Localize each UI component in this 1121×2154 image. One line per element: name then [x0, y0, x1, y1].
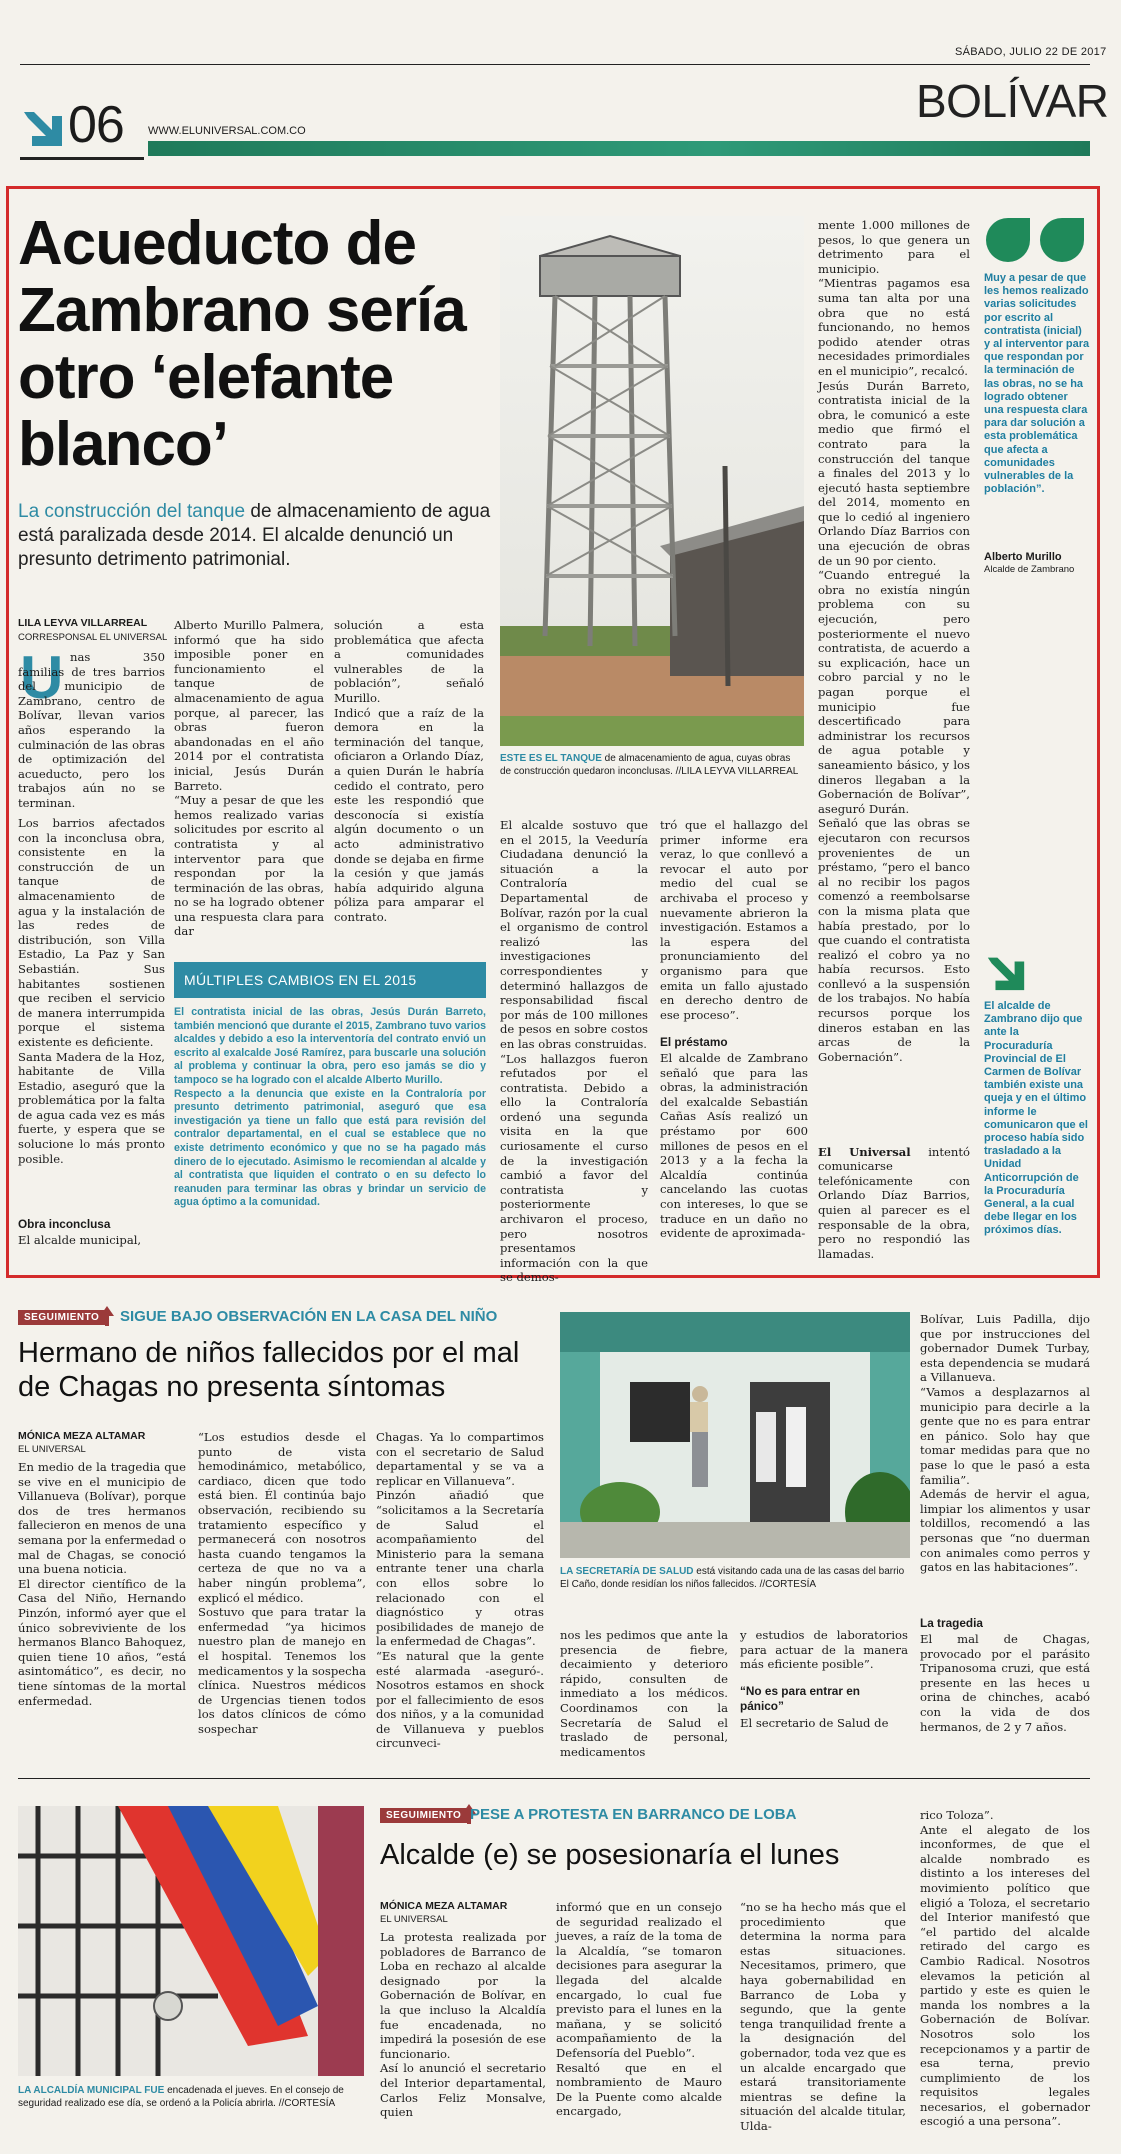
main-headline: Acueducto de Zambrano sería otro ‘elefante blanco’: [18, 209, 466, 479]
article3-byline-outlet: EL UNIVERSAL: [380, 1914, 448, 1925]
deck-rest: de almacenamiento de agua está paralizada desde 2014. El alcalde denunció un presunto detrimento patrimonial.: [18, 501, 491, 570]
main-col1-first: nas 350 familias de tres barrios del municipio de Zambrano, centro de Bolívar, llevan varios años esperando la culminación de las obras de optimización del acueducto, pero los trabajos aún no se terminan.: [18, 650, 165, 810]
article3-col4: rico Toloza”. Ante el alegato de los inconformes, de que el alcalde nombrado es distinto a los intereses del movimiento político que eligió a Toloza, el secretario del Interior manifestó que “el partido del alcalde retirado del cargo es Cambio Radical. Nosotros elevamos la petición al partido y este es quien le manda los nombres a la Gobernación de Bolívar. Nosotros solo los recepcionamos y a partir de esa terna, previo cumplimiento de los requisitos legales necesarios, el gobernador escogió a una persona”.: [920, 1808, 1090, 2129]
main-col5-bottom: El alcalde de Zambrano señaló que para las obras, la administración del exalcalde Sebastián Cañas Asís realizó un préstamo por 600 millones de pesos en el 2013 y a la fecha la Alcaldía continúa cancelando las cuotas con intereses, lo que se traduce en un daño no evidente de aproximada-: [660, 1051, 808, 1241]
article2-col1: En medio de la tragedia que se vive en el municipio de Villanueva (Bolívar), porque dos de tres hermanos fallecieron en menos de una semana por la enfermedad o mal de Chagas, se conoció una buena noticia. El director científico de la Casa del Niño, Hernando Pinzón, informó ayer que el único sobreviviente de los hermanos Blanco Bahoquez, quien tiene 10 años, “está asintomático”, es decir, no tiene síntomas de la mortal enfermedad.: [18, 1460, 187, 1708]
article2-col5-top: y estudios de laboratorios para actuar de la manera más eficiente posible”.: [740, 1628, 908, 1672]
header-top-rule: [20, 64, 1090, 65]
article3-byline: MÓNICA MEZA ALTAMAR: [380, 1900, 508, 1912]
box-header: [174, 962, 486, 998]
section-title: BOLÍVAR: [916, 75, 1109, 127]
box-text: El contratista inicial de las obras, Jesús Durán Barreto, también mencionó que durante el 2015, Zambrano tuvo varios alcaldes y debido a eso la interventoría del contrato envió un escrito al exalcalde José Ramírez, para buscarle una solución al problema y continuar la obra, pero eso jamás se dio y tampoco se ha logrado con el alcalde Alberto Murillo. Respecto a la denuncia que existe en la Contraloría por presunto detrimento patrimonial, aseguró que esa investigación ya tiene un fallo que está para revisión del contralor departamental, en el cual se establece que no existe detrimento económico y que no se ha pagado más dinero de lo ejecutado. Asimismo le recomiendan al alcalde y al contratista que liquiden el contrato o en su defecto lo reanuden para terminar las obras y brindar un servicio de agua óptimo a la comunidad.: [174, 1006, 487, 1209]
main-col4: El alcalde sostuvo que en el 2015, la Veeduría Ciudadana denunció la situación a la Contraloría Departamental de Bolívar, razón por la cual el organismo de control realizó las investigaciones correspondientes y determinó hallazgos de responsabilidad fiscal por más de 100 millones de pesos en sobre costos en las obras construidas. “Los hallazgos fueron refutados por el contratista. Debido a ello la Contraloría ordenó una segunda visita en la que curiosamente el curso de la investigación cambió a favor del contratista y posteriormente archivaron el proceso, pero nosotros presentamos información con la que se demos-: [500, 818, 648, 1285]
health-photo-caption: LA SECRETARÍA DE SALUD está visitando cada una de las casas del barrio El Caño, donde residían los niños fallecidos. //CORTESÍA: [560, 1566, 905, 1590]
town-hall-photo-caption: LA ALCALDÍA MUNICIPAL FUE encadenada el jueves. En el consejo de seguridad realizado ese día, se ordenó a la Policía abrirla. //CORTESÍA: [18, 2085, 344, 2109]
issue-date: SÁBADO, JULIO 22 DE 2017: [955, 46, 1107, 58]
article3-kicker: PESE A PROTESTA EN BARRANCO DE LOBA: [470, 1806, 797, 1823]
main-byline: LILA LEYVA VILLARREAL: [18, 617, 148, 629]
main-col1-subhead: Obra inconclusa: [18, 1217, 111, 1231]
health-visit-photo: [560, 1312, 910, 1558]
deck-lead: La construcción del tanque: [18, 501, 246, 522]
sidebar-quote-author: Alberto Murillo: [984, 551, 1062, 563]
sidebar-quote: Muy a pesar de que les hemos realizado varias solicitudes por escrito al contratista (inicial) y al interventor para que respondan por la terminación de las obras, no se ha logrado obtener una respuesta clara para dar solución a esta problemática que afecta a comunidades vulnerables de la población”.: [984, 272, 1090, 496]
article2-col6-bottom: El mal de Chagas, provocado por el parásito Tripanosoma cruzi, que está presente en las heces u orina de chinches, acabó con la vida de dos hermanos, de 2 y 7 años.: [920, 1632, 1090, 1734]
tank-photo-caption: ESTE ES EL TANQUE de almacenamiento de agua, cuyas obras de construcción quedaron inconclusas. //LILA LEYVA VILLARREAL: [500, 753, 799, 777]
pointer-icon: [100, 1306, 114, 1326]
website-url[interactable]: WWW.ELUNIVERSAL.COM.CO: [148, 125, 306, 137]
article2-col4: nos les pedimos que ante la presencia de fiebre, decaimiento y deterioro rápido, consulten de inmediato a los médicos. Coordinamos con la Secretaría de Salud el traslado de personal, medicamentos: [560, 1628, 728, 1759]
article2-col3: Chagas. Ya lo compartimos con el secretario de Salud departamental y se va a replicar en Villanueva”. Pinzón añadió que “solicitamos a la Secretaría de Salud el acompañamiento del Ministerio para la semana entrante tener una charla con ellos sobre lo relacionado con el diagnóstico y otras posibilidades de manejo de la enfermedad de Chagas”. “Es natural que la gente esté alarmada -aseguró-. Nosotros estamos en shock por el fallecimiento de esos dos niños, y a la comunidad de Villanueva y pueblos circunveci-: [376, 1430, 544, 1751]
main-byline-outlet: CORRESPONSAL EL UNIVERSAL: [18, 632, 168, 643]
main-col1-rest: Los barrios afectados con la inconclusa obra, consistente en la construcción de un tanque de almacenamiento de agua y la instalación de las redes de distribución, son Villa Estadio, La Paz y San Sebastián. Sus habitantes sostienen que reciben el servicio de manera interrumpida porque el sistema existente es deficiente. Santa Madera de la Hoz, habitante de Villa Estadio, aseguró que la problemática por la falta de agua cada vez es más fuerte, y espera que se solucione lo más pronto posible.: [18, 816, 165, 1166]
main-col3: solución a esta problemática que afecta a comunidades vulnerables de la población”, señaló Murillo. Indicó que a raíz de la demora en la terminación del tanque, oficiaron a Orlando Díaz, a quien Durán le habría cedido el contrato, pero este les respondió que desconocía si existía algún documento o un acto administrativo donde se dejaba en firme la cesión y que jamás había adquirido alguna póliza para amparar el contrato.: [334, 618, 484, 924]
page-number-underline: [20, 157, 144, 160]
article3-tag: SEGUIMIENTO: [380, 1808, 467, 1823]
article3-col2: informó que en un consejo de seguridad realizado el jueves, a raíz de la toma de la Alcaldía, “se tomaron decisiones para asegurar la llegada del alcalde encargado, lo cual fue previsto para el lunes en la mañana, y se solicitó acompañamiento de la Defensoría del Pueblo”. Resaltó que en el nombramiento de Mauro De la Puente como alcalde encargado,: [556, 1900, 722, 2119]
article3-col3: “no se ha hecho más que el procedimiento que determina la norma para estas situaciones. Necesitamos, primero, que haya gobernabilidad en Barranco de Loba y segundo, que la gente tenga tranquilidad frente a la designación del gobernador, toda vez que es un alcalde encargado que estará transitoriamente mientras se define la situación del alcalde titular, Ulda-: [740, 1900, 906, 2133]
sidebar-note: El alcalde de Zambrano dijo que ante la Procuraduría Provincial de El Carmen de Bolívar también existe una queja y en el último informe le comunicaron que el proceso había sido trasladado a la Unidad Anticorrupción de la Procuraduría General, a la cual debe llegar en los próximos días.: [984, 1000, 1088, 1237]
water-tank-photo: [500, 216, 804, 746]
main-col5-subhead: El préstamo: [660, 1035, 728, 1049]
main-col1-end: El alcalde municipal,: [18, 1233, 142, 1247]
main-deck: [18, 500, 498, 572]
article2-tag: SEGUIMIENTO: [18, 1310, 105, 1325]
article2-col2: “Los estudios desde el punto de vista hemodinámico, metabólico, cardiaco, dicen que todo está bien. Él continúa bajo observación, recibiendo su tratamiento específico y permanecerá con nosotros hasta cuando tengamos la certeza de que no va a haber ningún problema”, explicó el médico. Sostuvo que para tratar la enfermedad “ya hicimos nuestro plan de manejo en el hospital. Tenemos los medicamentos y la sospecha clínica. Nuestros médicos de Urgencias tienen todos los datos clínicos de cómo sospechar: [198, 1430, 366, 1736]
article2-byline-outlet: EL UNIVERSAL: [18, 1444, 86, 1455]
article2-col6-subhead: La tragedia: [920, 1616, 983, 1630]
arrow-down-right-icon: [984, 950, 1028, 994]
article3-col1: La protesta realizada por pobladores de Barranco de Loba en rechazo al alcalde designado por la Gobernación de Bolívar, en la que incluso la Alcaldía fue encadenada, no impedirá la posesión de ese funcionario. Así lo anunció el secretario del Interior departamental, Carlos Feliz Monsalve, quien: [380, 1930, 546, 2120]
box-title: MÚLTIPLES CAMBIOS EN EL 2015: [184, 972, 417, 988]
article2-kicker: SIGUE BAJO OBSERVACIÓN EN LA CASA DEL NIÑO: [120, 1308, 498, 1325]
arrow-down-right-icon: [20, 104, 66, 150]
main-col2: Alberto Murillo Palmera, informó que ha sido imposible poner en funcionamiento el tanque de almacenamiento de agua porque, al parecer, las obras fueron abandonadas en el año 2014 por el contratista inicial, Jesús Durán Barreto. “Muy a pesar de que les hemos realizado varias solicitudes por escrito al contratista y al interventor para que respondan por la terminación de las obras, no se ha logrado obtener una respuesta clara para dar: [174, 618, 324, 939]
section-band: [148, 141, 1090, 156]
sidebar-quote-role: Alcalde de Zambrano: [984, 564, 1075, 575]
article3-headline: Alcalde (e) se posesionaría el lunes: [380, 1839, 840, 1871]
quote-marks-icon: [984, 216, 1088, 266]
main-col5-top: tró que el hallazgo del primer informe era veraz, lo que conllevó a revocar el auto por medio del cual se archivaba el proceso y nuevamente abrieron la investigación. Estamos a la espera del pronunciamiento del organismo para que emita un fallo ajustado en derecho dentro de ese proceso”.: [660, 818, 808, 1022]
town-hall-flag-photo: [18, 1806, 364, 2076]
article2-byline: MÓNICA MEZA ALTAMAR: [18, 1430, 146, 1442]
main-col6: mente 1.000 millones de pesos, lo que genera un detrimento para el municipio. “Mientras pagamos esa suma tan alta por una obra que no está funcionando, no hemos podido atender otras necesidades primordiales en el municipio”, recalcó. Jesús Durán Barreto, contratista inicial de la obra, le comunicó a este medio que firmó el contrato para la construcción del tanque a finales del 2013 y lo ejecutó hasta septiembre del 2014, momento en que lo cedió al ingeniero Orlando Díaz Barrios con una ejecución de obras de un 90 por ciento. “Cuando entregué la obra no existía ningún problema con su ejecución, pero posteriormente el nuevo contratista, de acuerdo a su explicación, hace un cobro parcial y no le pagan porque el municipio fue descertificado para administrar los recursos de agua potable y saneamiento básico, y los dineros llegaban a la Gobernación de Bolívar”, aseguró Durán. Señaló que las obras se ejecutaron con recursos provenientes de un préstamo, “pero el banco al no recibir los pagos comenzó a reembolsarse con la misma plata que había prestado, por lo que cuando el contratista realizó el cobro ya no había recursos. Esto conllevó a la suspensión de los trabajos. No había recursos porque los dineros estaban en las arcas de la Gobernación”.: [818, 218, 970, 1064]
page-number: 06: [68, 96, 124, 154]
article2-headline: Hermano de niños fallecidos por el mal de Chagas no presenta síntomas: [18, 1337, 520, 1403]
main-col6-end: El Universal intentó comunicarse telefónicamente con Orlando Díaz Barrios, quien al parecer es el responsable de la obra, pero no respondió las llamadas.: [818, 1144, 970, 1261]
article2-col6: Bolívar, Luis Padilla, dijo que por instrucciones del gobernador Dumek Turbay, esta dependencia se mudará a Villanueva. “Vamos a desplazarnos al municipio para decirle a la gente que no es para entrar en pánico. Solo hay que tomar medidas para que no pase lo que le pasó a esta familia”. Además de hervir el agua, limpiar los alimentos y usar toldillos, recomendó a las personas que “no duerman con animales como perros y gatos en las habitaciones”.: [920, 1312, 1090, 1575]
article2-col5-subhead: “No es para entrar en pánico”: [740, 1684, 860, 1713]
article2-col5-bottom: El secretario de Salud de: [740, 1716, 889, 1730]
drop-cap: U: [20, 644, 64, 711]
article-divider: [18, 1778, 1090, 1779]
